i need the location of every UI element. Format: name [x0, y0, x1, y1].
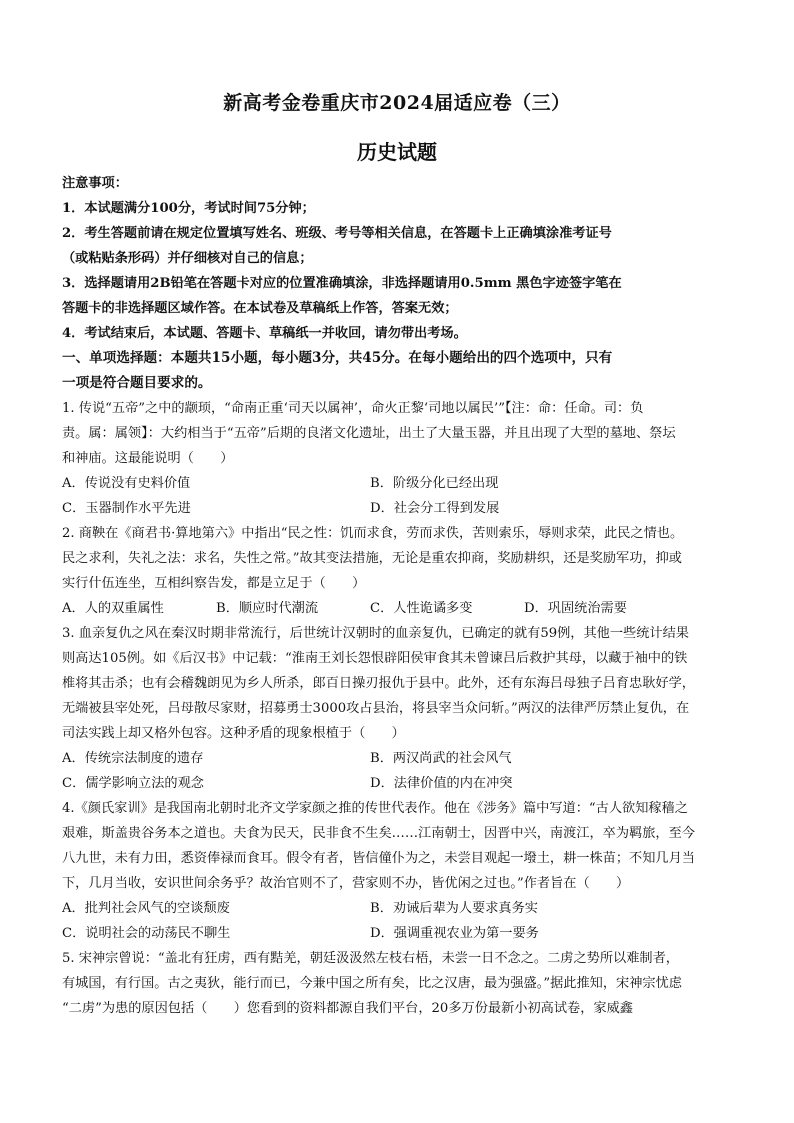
question-text: 责。属：属领】：大约相当于“五帝”后期的良渚文化遗址，出土了大量玉器，并且出现了大型的墓地、祭坛 — [62, 426, 676, 441]
question-5 — [62, 946, 736, 1021]
question-text: 实行什伍连坐，互相纠察告发，都是立足于（ ） — [62, 576, 366, 591]
question-text: 八九世，未有力田，悉资俸禄而食耳。假令有者，皆信僮仆为之，未尝目观起一墢土，耕一株苗；不知几月当 — [62, 851, 695, 866]
option-b: B．顺应时代潮流 — [216, 601, 319, 616]
option-c: C．说明社会的动荡民不聊生 — [62, 926, 231, 941]
exam-subject: 历史试题 — [357, 140, 437, 164]
question-text: 无端被县宰处死，吕母散尽家财，招募勇士3000攻占县治，将县宰当众问斩。”两汉的法律严厉禁止复仇，在 — [62, 701, 690, 716]
question-4 — [62, 796, 736, 946]
question-text: 5. 宋神宗曾说：“盖北有狂虏，西有黠羌，朝廷汲汲然左枝右梧，未尝一日不念之。二虏之势所以难制者， — [62, 951, 679, 966]
section-heading-cont: 一项是符合题目要求的。 — [62, 375, 212, 391]
question-text: 有城国，有行国。古之夷狄，能行而已，今兼中国之所有矣，比之汉唐，最为强盛。”据此推知，宋神宗忧虑 — [62, 976, 682, 991]
notice-item: 3．选择题请用2B铅笔在答题卡对应的位置准确填涂，非选择题请用0.5mm 黑色字迹签字笔在 — [62, 276, 622, 291]
question-2 — [62, 521, 736, 621]
option-a: A．人的双重属性 — [62, 601, 164, 616]
question-text: 艰难，斯盖贵谷务本之道也。夫食为民天，民非食不生矣……江南朝士，因晋中兴，南渡江，卒为羁旅，至今 — [62, 826, 695, 841]
question-text: 民之求利，失礼之法：求名，失性之常。”故其变法措施，无论是重农抑商，奖励耕织，还是奖励军功，抑或 — [62, 551, 682, 566]
option-d: D．社会分工得到发展 — [370, 501, 500, 516]
notice-item: （或粘贴条形码）并仔细核对自己的信息； — [62, 251, 313, 266]
notice-item: 2．考生答题前请在规定位置填写姓名、班级、考号等相关信息，在答题卡上正确填涂准考证号 — [62, 226, 612, 241]
option-d: D．强调重视农业为第一要务 — [370, 926, 539, 941]
option-c: C．玉器制作水平先进 — [62, 501, 191, 516]
question-text: 司法实践上却又格外包容。这种矛盾的现象根植于（ ） — [62, 726, 405, 741]
option-a: A．传说没有史料价值 — [62, 476, 191, 491]
exam-title: 新高考金卷重庆市2024届适应卷（三） — [223, 92, 571, 114]
option-b: B．劝诫后辈为人要求真务实 — [370, 901, 538, 916]
question-text: 1. 传说“五帝”之中的颛顼，“命南正重‘司天以属神’，命火正黎‘司地以属民’”【注：命：任命。司：负 — [62, 401, 644, 416]
question-text: 3. 血亲复仇之风在秦汉时期非常流行，后世统计汉朝时的血亲复仇，已确定的就有59例，其他一些统计结果 — [62, 626, 689, 641]
question-text: 椎将其击杀；也有会稽魏朗见为乡人所杀，郎百日操刃报仇于县中。此外，还有东海吕母独子吕育忠耿好学， — [62, 676, 695, 691]
option-d: D．巩固统治需要 — [524, 601, 627, 616]
option-b: B．两汉尚武的社会风气 — [370, 751, 512, 766]
question-text: 则高达105例。如《后汉书》中记载：“淮南王刘长怨恨辟阳侯审食其未曾谏吕后救护其母，以藏于袖中的铁 — [62, 651, 688, 666]
notice-item: 答题卡的非选择题区域作答。在本试卷及草稿纸上作答，答案无效； — [62, 301, 458, 316]
option-c: C．儒学影响立法的观念 — [62, 776, 204, 791]
option-c: C．人性诡谲多变 — [370, 601, 473, 616]
question-text: 下，几月当收，安识世间余务乎？故治官则不了，营家则不办，皆优闲之过也。”作者旨在（ ） — [62, 876, 630, 891]
option-a: A．传统宗法制度的遗存 — [62, 751, 204, 766]
question-text: 2. 商鞅在《商君书·算地第六》中指出“民之性：饥而求食，劳而求佚，苦则索乐，辱则求荣，此民之情也。 — [62, 526, 684, 541]
notice-heading: 注意事项： — [62, 176, 128, 191]
section-heading: 一、单项选择题：本题共15小题，每小题3分，共45分。在每小题给出的四个选项中，只有 — [62, 350, 613, 366]
notice-item: 1．本试题满分100分，考试时间75分钟； — [62, 201, 315, 216]
exam-body — [62, 171, 736, 1021]
notice-item: 4．考试结束后，本试题、答题卡、草稿纸一并收回，请勿带出考场。 — [62, 326, 467, 341]
option-a: A．批判社会风气的空谈颓废 — [62, 901, 230, 916]
question-text: 4.《颜氏家训》是我国南北朝时北齐文学家颜之推的传世代表作。他在《涉务》篇中写道：“古人欲知稼穑之 — [62, 801, 688, 816]
option-b: B．阶级分化已经出现 — [370, 476, 499, 491]
option-d: D．法律价值的内在冲突 — [370, 776, 513, 791]
question-1 — [62, 396, 736, 521]
question-text: 和神庙。这最能说明（ ） — [62, 451, 234, 466]
question-text: “二虏”为患的原因包括（ ）您看到的资料都源自我们平台，20多万份最新小初高试卷，家威鑫 — [62, 1001, 633, 1016]
question-3 — [62, 621, 736, 796]
